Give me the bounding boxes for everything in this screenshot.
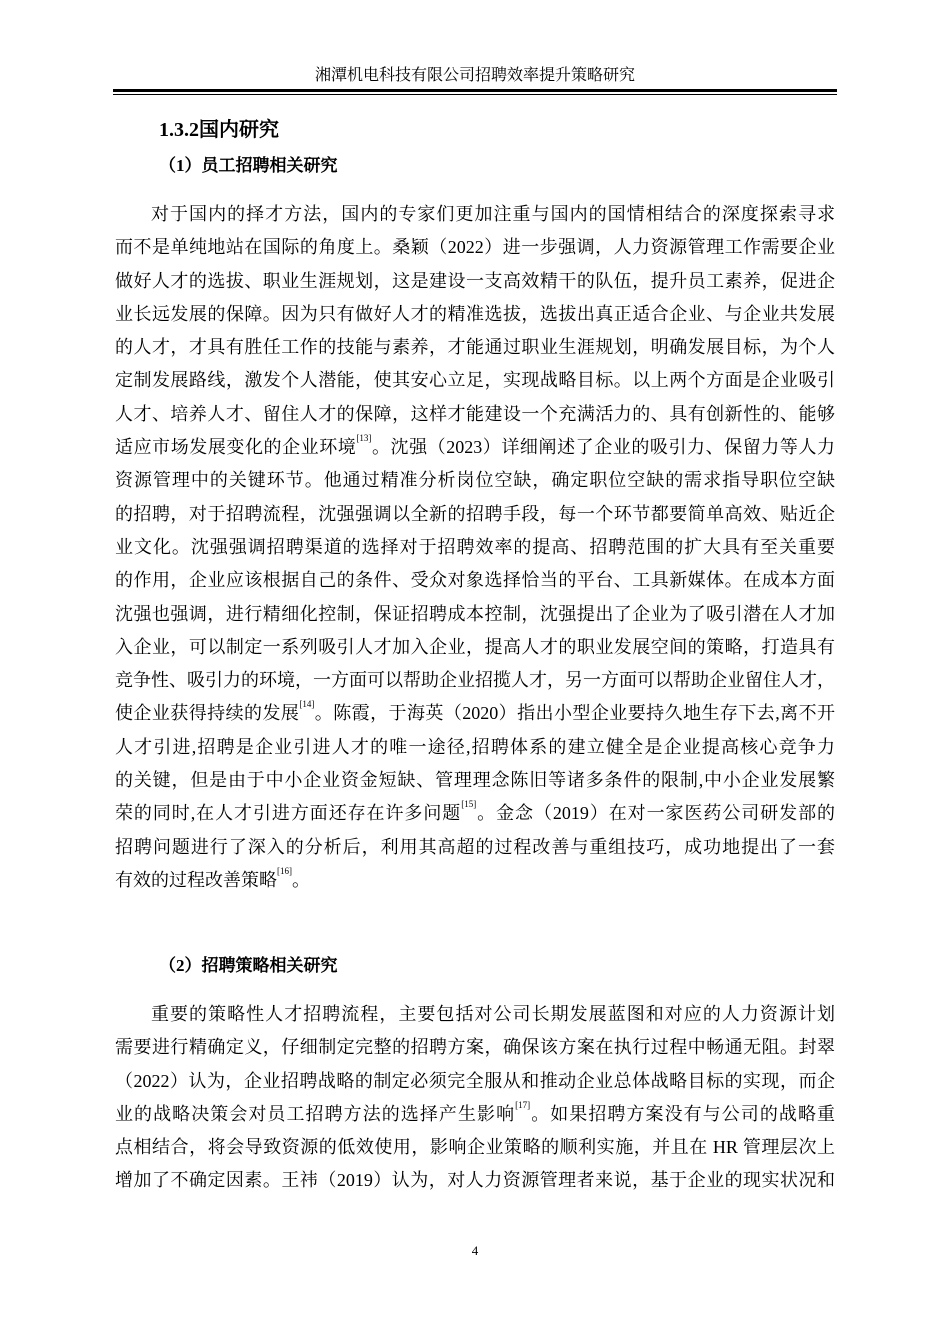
text-line (115, 697, 835, 730)
text-line (115, 664, 835, 697)
text-segment: （2022）认为，企业招聘战略的制定必须完全服从和推动企业总体战略目标的实现，而企 (115, 1070, 835, 1091)
text-segment: 的关键，但是由于中小企业资金短缺、管理理念陈旧等诸多条件的限制,中小企业发展繁 (115, 770, 835, 791)
text-segment: 业的战略决策会对员工招聘方法的选择产生影响 (115, 1103, 516, 1124)
section-heading: 1.3.2国内研究 (159, 119, 279, 141)
text-line (115, 398, 835, 431)
running-header: 湘潭机电科技有限公司招聘效率提升策略研究 (314, 67, 635, 84)
text-line (115, 864, 835, 897)
text-line (115, 498, 835, 531)
header-rule-thick (113, 89, 837, 92)
text-line (115, 1031, 835, 1064)
text-segment: 重要的策略性人才招聘流程，主要包括对公司长期发展蓝图和对应的人力资源计划 (151, 1004, 835, 1024)
text-line (115, 1164, 835, 1197)
paragraph-employee-recruitment (115, 198, 835, 897)
text-line (115, 298, 835, 331)
text-line (115, 731, 835, 764)
page-number: 4 (471, 1243, 479, 1258)
text-segment: 竞争性、吸引力的环境，一方面可以帮助企业招揽人才，另一方面可以帮助企业留住人才， (115, 670, 835, 691)
text-line (115, 265, 835, 298)
text-segment: 沈强也强调，进行精细化控制，保证招聘成本控制，沈强提出了企业为了吸引潜在人才加 (115, 603, 835, 624)
text-segment: 入企业，可以制定一系列吸引人才加入企业，提高人才的职业发展空间的策略，打造具有 (115, 636, 835, 657)
text-line (115, 998, 835, 1031)
text-segment: 。沈强（2023）详细阐述了企业的吸引力、保留力等人力 (371, 437, 836, 458)
citation-ref: [14] (299, 699, 315, 710)
text-segment: 适应市场发展变化的企业环境 (115, 437, 357, 458)
text-segment: 人才、培养人才、留住人才的保障，这样才能建设一个充满活力的、具有创新性的、能够 (115, 403, 835, 424)
text-segment: 资源管理中的关键环节。他通过精准分析岗位空缺，确定职位空缺的需求指导职位空缺 (115, 470, 835, 491)
text-line (115, 598, 835, 631)
text-line (115, 1131, 835, 1164)
text-segment: 。陈霞，于海英（2020）指出小型企业要持久地生存下去,离不开 (314, 703, 835, 724)
text-line (115, 431, 835, 464)
header-rule-thin (113, 94, 837, 95)
text-segment: 有效的过程改善策略 (115, 869, 277, 890)
text-segment: 。 (292, 869, 310, 890)
text-segment: 业文化。沈强强调招聘渠道的选择对于招聘效率的提高、招聘范围的扩大具有至关重要 (115, 536, 835, 557)
text-line (115, 1065, 835, 1098)
text-segment: 的人才，才具有胜任工作的技能与素养，才能通过职业生涯规划，明确发展目标，为个人 (115, 337, 835, 358)
citation-ref: [15] (461, 799, 477, 810)
text-segment: 增加了不确定因素。王祎（2019）认为，对人力资源管理者来说，基于企业的现实状况和 (115, 1170, 835, 1191)
text-segment: 人才引进,招聘是企业引进人才的唯一途径,招聘体系的建立健全是企业提高核心竞争力 (115, 736, 835, 757)
text-line (115, 198, 835, 231)
text-line (115, 531, 835, 564)
text-segment: 点相结合，将会导致资源的低效使用，影响企业策略的顺利实施，并且在 HR 管理层次上 (115, 1137, 835, 1158)
text-line (115, 564, 835, 597)
text-segment: 招聘问题进行了深入的分析后，利用其高超的过程改善与重组技巧，成功地提出了一套 (115, 836, 835, 857)
text-segment: 。如果招聘方案没有与公司的战略重 (530, 1103, 836, 1124)
text-segment: 业长远发展的保障。因为只有做好人才的精准选拔，选拔出真正适合企业、与企业共发展 (115, 303, 835, 324)
text-segment: 做好人才的选拔、职业生涯规划，这是建设一支高效精干的队伍，提升员工素养，促进企 (115, 270, 835, 291)
text-segment: 。金念（2019）在对一家医药公司研发部的 (476, 803, 836, 824)
text-line (115, 797, 835, 830)
subsection-heading-1: （1）员工招聘相关研究 (159, 156, 338, 175)
text-line (115, 764, 835, 797)
text-segment: 的招聘，对于招聘流程，沈强强调以全新的招聘手段，每一个环节都要简单高效、贴近企 (115, 503, 835, 524)
text-line (115, 231, 835, 264)
paragraph-recruitment-strategy (115, 998, 835, 1198)
citation-ref: [13] (356, 433, 372, 444)
text-line (115, 1098, 835, 1131)
text-segment: 定制发展路线，激发个人潜能，使其安心立足，实现战略目标。以上两个方面是企业吸引 (115, 370, 835, 391)
text-line (115, 331, 835, 364)
text-segment: 而不是单纯地站在国际的角度上。桑颖（2022）进一步强调，人力资源管理工作需要企业 (115, 237, 835, 258)
citation-ref: [16] (277, 865, 292, 876)
text-segment: 的作用，企业应该根据自己的条件、受众对象选择恰当的平台、工具新媒体。在成本方面 (115, 570, 835, 591)
text-segment: 使企业获得持续的发展 (115, 703, 300, 724)
text-line (115, 831, 835, 864)
citation-ref: [17] (515, 1099, 531, 1110)
text-segment: 需要进行精确定义，仔细制定完整的招聘方案，确保该方案在执行过程中畅通无阻。封翠 (115, 1037, 835, 1058)
text-line (115, 631, 835, 664)
text-segment: 荣的同时,在人才引进方面还存在许多问题 (115, 803, 462, 824)
text-line (115, 364, 835, 397)
text-line (115, 464, 835, 497)
text-segment: 对于国内的择才方法，国内的专家们更加注重与国内的国情相结合的深度探索寻求 (151, 204, 835, 224)
subsection-heading-2: （2）招聘策略相关研究 (159, 956, 338, 975)
